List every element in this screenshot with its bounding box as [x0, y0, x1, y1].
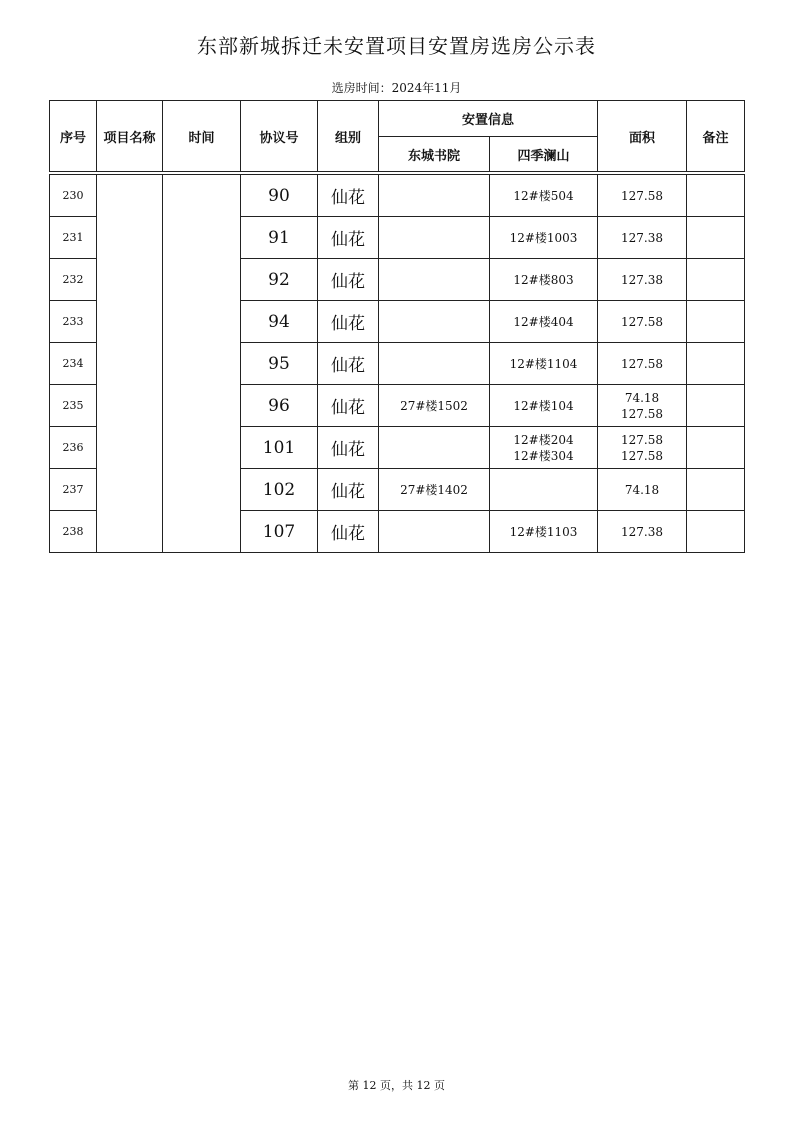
seq-cell: 238 — [50, 511, 97, 553]
area-cell — [598, 427, 687, 469]
table-row — [50, 175, 745, 217]
area-cell-line: 127.38 — [621, 272, 664, 287]
area-cell-line: 127.58 — [621, 356, 664, 371]
area-cell-line: 127.58 — [621, 432, 664, 447]
page-title: 东部新城拆迁未安置项目安置房选房公示表 — [197, 34, 596, 58]
place-b-cell-line: 12#楼504 — [513, 188, 574, 203]
table-body — [50, 172, 745, 553]
area-cell-line: 74.18 — [624, 482, 660, 497]
place-a-cell — [379, 385, 490, 427]
header-project: 项目名称 — [97, 101, 163, 172]
header-area: 面积 — [598, 101, 687, 172]
place-b-cell — [490, 217, 598, 259]
header-remark: 备注 — [687, 101, 745, 172]
area-cell-line: 127.38 — [621, 524, 664, 539]
place-b-cell — [490, 259, 598, 301]
area-cell — [598, 385, 687, 427]
area-cell — [598, 301, 687, 343]
area-cell — [598, 259, 687, 301]
protocol-cell: 90 — [241, 175, 318, 217]
place-a-cell-line: 27#楼1402 — [400, 482, 468, 497]
page-footer: 第 12 页，共 12 页 — [348, 1079, 445, 1092]
selection-time: 选房时间：2024年11月 — [331, 81, 462, 95]
header-protocol: 协议号 — [241, 101, 318, 172]
seq-cell: 236 — [50, 427, 97, 469]
group-cell: 仙花 — [318, 301, 379, 343]
place-b-cell-line: 12#楼1103 — [509, 524, 578, 539]
area-cell — [598, 469, 687, 511]
remark-cell — [687, 259, 745, 301]
seq-cell: 231 — [50, 217, 97, 259]
place-a-cell — [379, 259, 490, 301]
place-b-cell-line: 12#楼404 — [513, 314, 574, 329]
place-b-cell — [490, 427, 598, 469]
protocol-cell: 107 — [241, 511, 318, 553]
place-b-cell-line: 12#楼803 — [513, 272, 574, 287]
area-cell — [598, 343, 687, 385]
place-b-cell-line: 12#楼304 — [513, 448, 574, 463]
place-b-cell-line: 12#楼104 — [513, 398, 574, 413]
project-cell — [97, 175, 163, 553]
seq-cell: 234 — [50, 343, 97, 385]
group-cell: 仙花 — [318, 217, 379, 259]
place-b-cell — [490, 343, 598, 385]
place-a-cell — [379, 511, 490, 553]
group-cell: 仙花 — [318, 385, 379, 427]
area-cell-line: 127.38 — [621, 230, 664, 245]
header-seq: 序号 — [50, 101, 97, 172]
area-cell-line: 127.58 — [621, 448, 664, 463]
place-b-cell — [490, 301, 598, 343]
area-cell-line: 74.18 — [624, 390, 660, 405]
place-b-cell — [490, 469, 598, 511]
protocol-cell: 96 — [241, 385, 318, 427]
group-cell: 仙花 — [318, 469, 379, 511]
group-cell: 仙花 — [318, 259, 379, 301]
remark-cell — [687, 301, 745, 343]
seq-cell: 235 — [50, 385, 97, 427]
remark-cell — [687, 217, 745, 259]
seq-cell: 233 — [50, 301, 97, 343]
remark-cell — [687, 511, 745, 553]
area-cell-line: 127.58 — [621, 314, 664, 329]
group-cell: 仙花 — [318, 427, 379, 469]
remark-cell — [687, 469, 745, 511]
place-a-cell — [379, 217, 490, 259]
group-cell: 仙花 — [318, 511, 379, 553]
place-a-cell — [379, 175, 490, 217]
place-b-cell — [490, 175, 598, 217]
seq-cell: 232 — [50, 259, 97, 301]
area-cell-line: 127.58 — [621, 188, 664, 203]
place-b-cell — [490, 385, 598, 427]
area-cell — [598, 511, 687, 553]
header-group: 组别 — [318, 101, 379, 172]
place-a-cell — [379, 301, 490, 343]
place-b-cell — [490, 511, 598, 553]
protocol-cell: 95 — [241, 343, 318, 385]
place-a-cell-line: 27#楼1502 — [400, 398, 468, 413]
seq-cell: 237 — [50, 469, 97, 511]
header-place-a: 东城书院 — [379, 137, 490, 172]
area-cell-line: 127.58 — [621, 406, 664, 421]
protocol-cell: 91 — [241, 217, 318, 259]
placement-table — [49, 100, 745, 553]
remark-cell — [687, 427, 745, 469]
place-b-cell-line: 12#楼1104 — [509, 356, 578, 371]
place-a-cell — [379, 343, 490, 385]
time-cell — [163, 175, 241, 553]
place-a-cell — [379, 427, 490, 469]
seq-cell: 230 — [50, 175, 97, 217]
place-a-cell — [379, 469, 490, 511]
remark-cell — [687, 385, 745, 427]
protocol-cell: 92 — [241, 259, 318, 301]
protocol-cell: 101 — [241, 427, 318, 469]
header-place-b: 四季澜山 — [490, 137, 598, 172]
area-cell — [598, 217, 687, 259]
header-time: 时间 — [163, 101, 241, 172]
remark-cell — [687, 343, 745, 385]
group-cell: 仙花 — [318, 175, 379, 217]
header-placement: 安置信息 — [379, 101, 598, 137]
group-cell: 仙花 — [318, 343, 379, 385]
header-row-top — [50, 101, 745, 137]
area-cell — [598, 175, 687, 217]
protocol-cell: 94 — [241, 301, 318, 343]
protocol-cell: 102 — [241, 469, 318, 511]
remark-cell — [687, 175, 745, 217]
place-b-cell-line: 12#楼1003 — [509, 230, 578, 245]
place-b-cell-line: 12#楼204 — [513, 432, 574, 447]
